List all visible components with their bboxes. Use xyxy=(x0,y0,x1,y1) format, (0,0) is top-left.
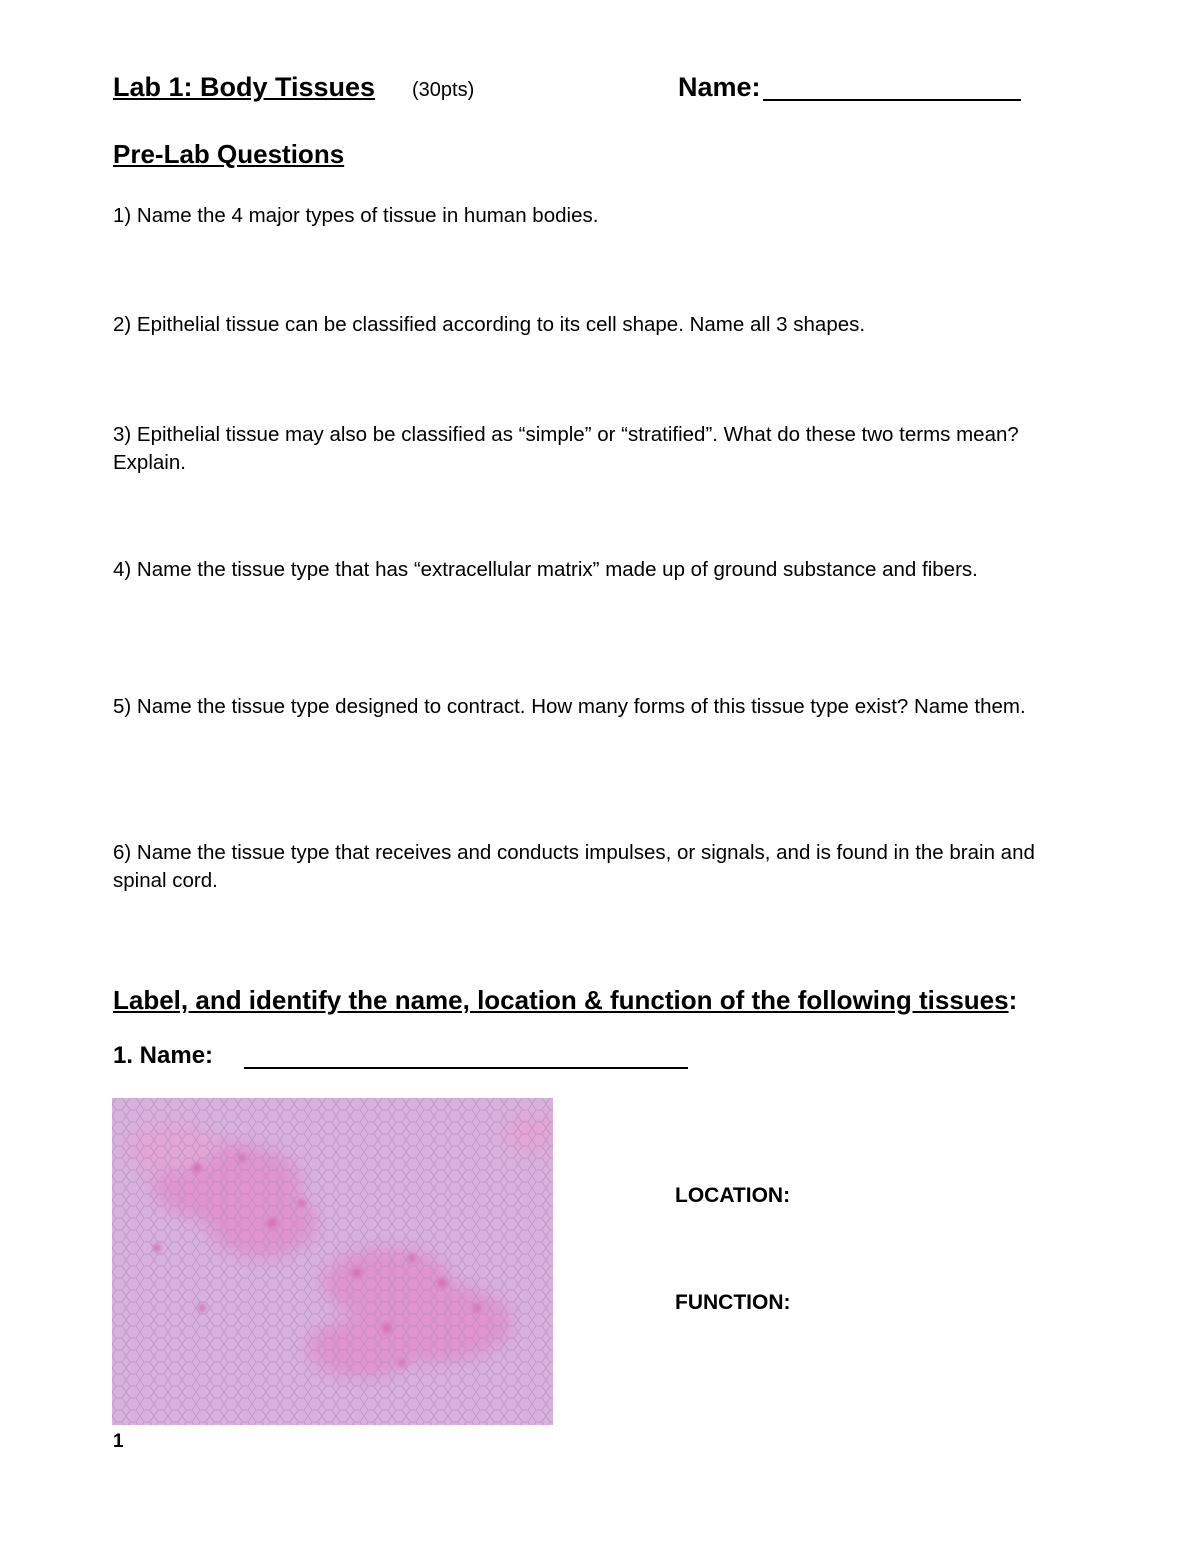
lab-points: (30pts) xyxy=(412,79,475,101)
identify-heading-text: Label, and identify the name, location & function of the following tissues xyxy=(113,985,1009,1015)
prelab-question-4: 4) Name the tissue type that has “extracellular matrix” made up of ground substance and fibers. xyxy=(113,558,978,581)
tissue-1-location-label: LOCATION: xyxy=(675,1184,791,1207)
tissue-1-name-blank[interactable] xyxy=(244,1067,688,1069)
prelab-question-3: 3) Epithelial tissue may also be classified as “simple” or “stratified”. What do these two terms mean? Explain. xyxy=(113,423,1019,474)
identify-heading-colon: : xyxy=(1008,985,1018,1015)
lab-title: Lab 1: Body Tissues xyxy=(113,72,376,102)
prelab-question-5: 5) Name the tissue type designed to contract. How many forms of this tissue type exist? Name them. xyxy=(113,695,1026,718)
student-name-blank[interactable] xyxy=(763,99,1021,101)
micrograph-caption-number: 1 xyxy=(113,1431,124,1452)
tissue-micrograph-image xyxy=(112,1098,553,1425)
prelab-heading: Pre-Lab Questions xyxy=(113,139,345,169)
prelab-question-1: 1) Name the 4 major types of tissue in human bodies. xyxy=(113,204,599,227)
identify-section-heading xyxy=(113,985,1017,1016)
tissue-1-function-label: FUNCTION: xyxy=(675,1291,791,1314)
prelab-question-2: 2) Epithelial tissue can be classified according to its cell shape. Name all 3 shapes. xyxy=(113,313,866,336)
tissue-1-name-label: 1. Name: xyxy=(113,1042,214,1069)
prelab-question-6: 6) Name the tissue type that receives and conducts impulses, or signals, and is found in the brain and spinal cord. xyxy=(113,841,1035,892)
student-name-label: Name: xyxy=(678,72,761,102)
